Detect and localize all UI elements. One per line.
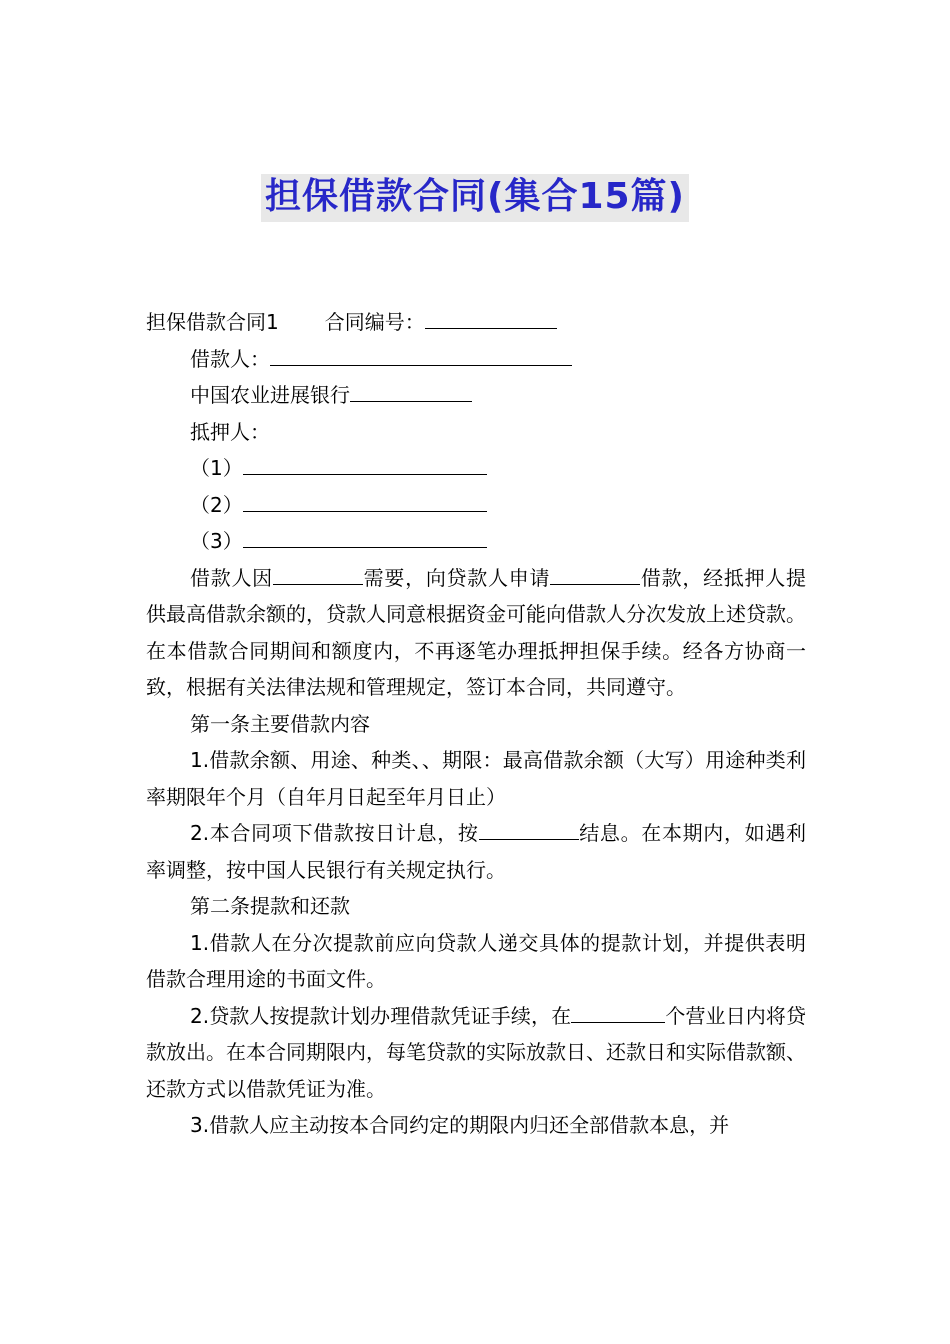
header-line <box>146 304 806 341</box>
contract-no-label: 合同编号： <box>324 310 425 334</box>
intro-paragraph <box>146 560 806 706</box>
article2-heading: 第二条提款和还款 <box>190 894 350 918</box>
intro-text-1: 借款人因 <box>190 565 273 590</box>
bank-blank <box>350 381 472 402</box>
mortgagor-blank <box>243 527 487 548</box>
document-title: 担保借款合同(集合15篇) <box>261 174 689 222</box>
mortgagor-blank <box>243 491 487 512</box>
mortgagor-number: （1） <box>190 456 243 480</box>
article2-item2-text-2: 个营业日内将贷款放出。在本合同期限内，每笔贷款的实际放款日、还款日和实际借款额、还款方式以借款凭证为准。 <box>146 1003 807 1101</box>
article1-item2-text-1: 2.本合同项下借款按日计息，按 <box>190 821 479 845</box>
interest-blank <box>479 819 579 840</box>
article1-item2 <box>146 815 806 888</box>
article2-item1: 1.借款人在分次提款前应向贷款人递交具体的提款计划，并提供表明借款合理用途的书面文件。 <box>146 930 806 991</box>
mortgagor-item <box>146 523 806 560</box>
purpose-blank <box>273 564 363 585</box>
mortgagor-number: （2） <box>190 492 243 517</box>
borrower-line <box>146 341 806 378</box>
mortgagor-number: （3） <box>190 529 243 553</box>
intro-text-3: 借款，经抵押人提供最高借款余额的，贷款人同意根据资金可能向借款人分次发放上述贷款。在本借款合同期间和额度内，不再逐笔办理抵押担保手续。经各方协商一致，根据有关法律法规和管理规定，签订本合同，共同遵守。 <box>146 565 807 699</box>
bank-line <box>146 377 806 414</box>
mortgagor-label: 抵押人： <box>190 419 270 444</box>
bank-label: 中国农业进展银行 <box>190 383 350 407</box>
document-body <box>146 304 806 1144</box>
contract-label: 担保借款合同1 <box>146 310 279 334</box>
intro-text-2: 需要，向贷款人申请 <box>362 565 551 590</box>
days-blank <box>571 1002 665 1023</box>
mortgagor-item <box>146 450 806 487</box>
mortgagor-item <box>146 487 806 524</box>
article2-item2 <box>146 998 806 1108</box>
article1-item2-text-2: 结息。在本期内，如遇利率调整，按中国人民银行有关规定执行。 <box>146 821 807 882</box>
article2-item2-text-1: 2.贷款人按提款计划办理借款凭证手续，在 <box>190 1003 572 1028</box>
contract-no-blank <box>425 308 557 329</box>
amount-blank <box>550 564 640 585</box>
article1-heading: 第一条主要借款内容 <box>190 711 370 736</box>
mortgagor-line <box>146 414 806 451</box>
article2-item3: 3.借款人应主动按本合同约定的期限内归还全部借款本息，并 <box>190 1113 730 1137</box>
borrower-label: 借款人： <box>190 346 270 371</box>
borrower-blank <box>270 345 572 366</box>
article1-item1: 1.借款余额、用途、种类、、期限：最高借款余额（大写）用途种类利率期限年个月（自年月日起至年月日止） <box>146 748 806 809</box>
mortgagor-blank <box>243 454 487 475</box>
document-title-wrap <box>0 174 950 222</box>
